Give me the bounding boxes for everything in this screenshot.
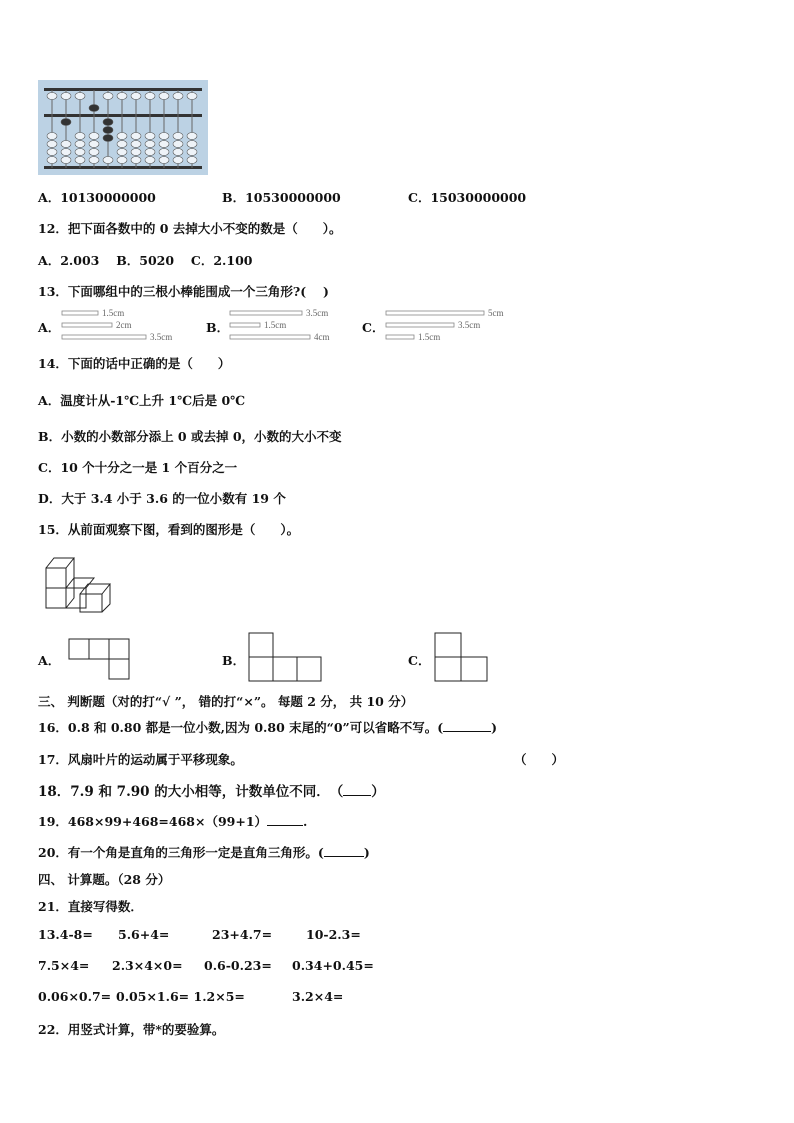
abacus-bead (131, 141, 141, 148)
abacus-bead (187, 149, 197, 156)
q21-cell: 0.05×1.6= 1.2×5= (116, 989, 245, 1004)
abacus-bead (61, 157, 71, 164)
abacus-bead (89, 133, 99, 140)
abacus-bead (117, 149, 127, 156)
abacus-bead (159, 93, 169, 100)
abacus-bead (187, 141, 197, 148)
abacus-bead (145, 93, 155, 100)
q14-option-c: C．10 个十分之一是 1 个百分之一 (38, 460, 238, 475)
q18: 18．7.9 和 7.90 的大小相等，计数单位不同． （ ） (38, 784, 385, 800)
stick-label: 1.5cm (264, 320, 287, 330)
q11-option-b: B．10530000000 (222, 190, 341, 205)
q14-option-a: A．温度计从-1℃上升 1℃后是 0℃ (38, 393, 246, 408)
abacus-bead (89, 157, 99, 164)
q17-answer[interactable]: （ ） (514, 752, 565, 767)
q19: 19．468×99+468=468×（99+1） . (38, 814, 308, 829)
abacus-bead (187, 133, 197, 140)
q13-option-a-sticks (60, 308, 190, 344)
q11-option-c: C．15030000000 (408, 190, 527, 205)
abacus-image (38, 80, 208, 175)
stick-label: 1.5cm (418, 332, 441, 342)
abacus-bead (173, 141, 183, 148)
q12-options: A．2.003 B．5020 C．2.100 (38, 253, 253, 268)
abacus-bead (187, 157, 197, 164)
abacus-bead (75, 149, 85, 156)
q13-option-c-sticks (384, 308, 524, 344)
abacus-bead (75, 133, 85, 140)
abacus-bead (159, 141, 169, 148)
stick-label: 3.5cm (150, 332, 173, 342)
q21-cell: 7.5×4= (38, 958, 90, 973)
abacus-bead (75, 141, 85, 148)
q13-option-a-letter: A． (38, 320, 61, 335)
answer-blank[interactable] (324, 846, 364, 857)
abacus-bead (159, 157, 169, 164)
q15-option-a-figure (68, 638, 134, 682)
q12-stem: 12．把下面各数中的 0 去掉大小不变的数是（ ）。 (38, 221, 342, 236)
q15-option-a-letter: A． (38, 653, 61, 668)
q22-stem: 22．用竖式计算，带*的要验算。 (38, 1022, 225, 1037)
q15-option-c-letter: C． (408, 653, 431, 668)
q21-cell: 2.3×4×0= (112, 958, 183, 973)
abacus-bead (89, 105, 99, 112)
abacus-bead (131, 133, 141, 140)
abacus-bead (103, 119, 113, 126)
abacus-drawing (38, 80, 208, 175)
abacus-bead (47, 93, 57, 100)
answer-blank[interactable] (267, 815, 303, 826)
abacus-bead (173, 93, 183, 100)
abacus-bead (61, 93, 71, 100)
q21-cell: 23+4.7= (212, 927, 273, 942)
q16: 16．0.8 和 0.80 都是一位小数,因为 0.80 末尾的“0”可以省略不写。( ) (38, 720, 498, 735)
q21-cell: 0.06×0.7= (38, 989, 112, 1004)
abacus-bead (131, 149, 141, 156)
q15-option-b-figure (248, 632, 324, 684)
abacus-bead (61, 141, 71, 148)
section-4-heading: 四、 计算题。（28 分） (38, 872, 171, 887)
abacus-bead (145, 133, 155, 140)
abacus-bead (103, 135, 113, 142)
answer-blank[interactable] (443, 721, 491, 732)
abacus-bead (173, 133, 183, 140)
abacus-bead (159, 133, 169, 140)
abacus-bead (145, 157, 155, 164)
abacus-bead (131, 157, 141, 164)
stick-label: 5cm (488, 308, 504, 318)
abacus-bead (89, 149, 99, 156)
q17: 17．风扇叶片的运动属于平移现象。 (38, 752, 243, 767)
q14-option-b: B．小数的小数部分添上 0 或去掉 0，小数的大小不变 (38, 429, 342, 444)
q13-option-c-letter: C． (362, 320, 385, 335)
abacus-bead (145, 141, 155, 148)
q21-cell: 5.6+4= (118, 927, 170, 942)
abacus-bead (47, 157, 57, 164)
abacus-bead (117, 133, 127, 140)
abacus-bead (89, 141, 99, 148)
q15-stem: 15．从前面观察下图，看到的图形是（ ）。 (38, 522, 300, 537)
stick-label: 3.5cm (458, 320, 481, 330)
q20: 20．有一个角是直角的三角形一定是直角三角形。( ) (38, 845, 370, 860)
stick-label: 3.5cm (306, 308, 329, 318)
stick-label: 4cm (314, 332, 330, 342)
q21-cell: 13.4-8= (38, 927, 93, 942)
q21-stem: 21．直接写得数． (38, 899, 143, 914)
abacus-bead (47, 149, 57, 156)
q14-stem: 14．下面的话中正确的是（ ） (38, 356, 231, 371)
abacus-bead (173, 149, 183, 156)
q13-option-b-sticks (228, 308, 358, 344)
q21-cell: 10-2.3= (306, 927, 361, 942)
section-3-heading: 三、 判断题（对的打“√ ”， 错的打“×”。 每题 2 分， 共 10 分） (38, 694, 414, 709)
abacus-bead (103, 93, 113, 100)
q21-cell: 3.2×4= (292, 989, 344, 1004)
abacus-bead (159, 149, 169, 156)
answer-blank[interactable] (343, 785, 371, 796)
q11-option-a: A．10130000000 (38, 190, 156, 205)
abacus-bead (131, 93, 141, 100)
q15-option-b-letter: B． (222, 653, 246, 668)
q21-cell: 0.34+0.45= (292, 958, 374, 973)
abacus-bead (61, 149, 71, 156)
q13-stem: 13．下面哪组中的三根小棒能围成一个三角形?( ) (38, 284, 329, 299)
abacus-bead (47, 133, 57, 140)
abacus-bead (117, 93, 127, 100)
abacus-bead (47, 141, 57, 148)
abacus-bead (145, 149, 155, 156)
q14-option-d: D．大于 3.4 小于 3.6 的一位小数有 19 个 (38, 491, 286, 506)
q15-solid-figure (40, 552, 130, 616)
abacus-bead (173, 157, 183, 164)
q15-option-c-figure (434, 632, 490, 684)
stick-label: 2cm (116, 320, 132, 330)
abacus-bead (117, 141, 127, 148)
abacus-bead (61, 119, 71, 126)
abacus-bead (75, 93, 85, 100)
q21-cell: 0.6-0.23= (204, 958, 272, 973)
stick-label: 1.5cm (102, 308, 125, 318)
abacus-bead (103, 127, 113, 134)
abacus-bead (103, 157, 113, 164)
q13-option-b-letter: B． (206, 320, 230, 335)
abacus-bead (75, 157, 85, 164)
abacus-bead (187, 93, 197, 100)
abacus-bead (117, 157, 127, 164)
